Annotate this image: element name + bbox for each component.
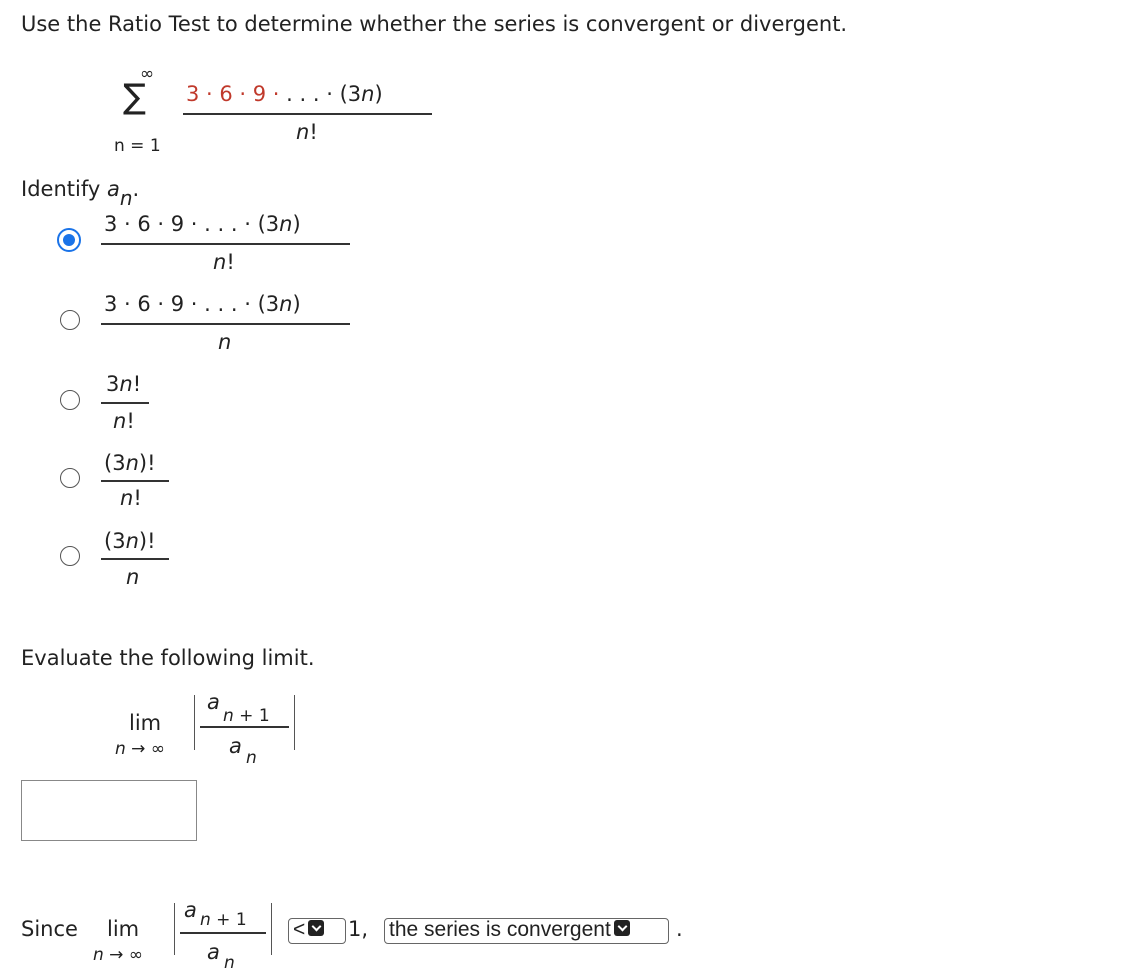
abs-left-bar — [194, 695, 195, 750]
identify-end: . — [132, 177, 140, 201]
series-numerator — [186, 82, 383, 106]
series-fraction-bar — [183, 113, 432, 115]
option-3-numerator: 3n! — [106, 372, 142, 396]
chevron-down-icon — [614, 920, 630, 936]
limit-fraction-bar — [200, 726, 289, 728]
option-3-fraction-bar — [101, 402, 149, 404]
identify-sub: n — [119, 186, 133, 211]
evaluate-limit-label: Evaluate the following limit. — [21, 646, 315, 670]
option-1-denominator: n! — [213, 250, 235, 274]
numerator-red-terms: 3 · 6 · 9 · — [186, 82, 280, 106]
comparison-value: < — [293, 918, 306, 941]
series-conclusion-select[interactable] — [384, 918, 669, 944]
sigma-symbol: ∑ — [123, 77, 146, 117]
option-5-numerator: (3n)! — [104, 529, 156, 553]
since-text: Since — [21, 917, 78, 941]
identify-text: Identify — [21, 177, 107, 201]
radio-option-2[interactable] — [60, 310, 80, 330]
lim-text: lim — [129, 711, 162, 735]
conclusion-end-period: . — [676, 917, 683, 941]
option-4-numerator: (3n)! — [104, 451, 156, 475]
conclusion-abs-left-bar — [174, 903, 175, 955]
limit-numerator-var: a — [207, 690, 220, 714]
option-2-numerator: 3 · 6 · 9 · . . . · (3n) — [104, 292, 301, 316]
sum-upper-limit: ∞ — [140, 64, 155, 84]
lim-subscript: n → ∞ — [115, 739, 165, 759]
denominator-var: n — [296, 120, 310, 144]
limit-answer-input[interactable] — [21, 780, 197, 841]
conclusion-lim-text: lim — [107, 917, 140, 941]
numerator-tail: (3 — [339, 82, 362, 106]
conclusion-denominator-sub: n — [224, 953, 235, 973]
radio-option-3[interactable] — [60, 390, 80, 410]
sum-lower-limit: n = 1 — [114, 136, 161, 156]
conclusion-fraction-bar — [180, 932, 266, 934]
denominator-tail: ! — [309, 120, 318, 144]
series-denominator — [296, 120, 318, 144]
option-2-fraction-bar — [101, 323, 350, 325]
conclusion-lim-subscript: n → ∞ — [93, 945, 143, 965]
question-prompt: Use the Ratio Test to determine whether the series is convergent or divergent. — [21, 12, 848, 36]
conclusion-abs-right-bar — [271, 903, 272, 955]
limit-denominator-var: a — [229, 734, 242, 758]
option-5-denominator: n — [126, 565, 140, 589]
option-5-fraction-bar — [101, 558, 169, 560]
conclusion-middle-text: 1, — [348, 917, 369, 941]
option-4-denominator: n! — [120, 486, 142, 510]
option-1-numerator: 3 · 6 · 9 · . . . · (3n) — [104, 212, 301, 236]
conclusion-denominator-var: a — [207, 940, 220, 964]
series-conclusion-value: the series is convergent — [389, 918, 611, 941]
radio-option-5[interactable] — [60, 546, 80, 566]
numerator-close: ) — [374, 82, 383, 106]
limit-denominator-sub: n — [246, 748, 257, 768]
comparison-select[interactable] — [288, 918, 346, 944]
conclusion-numerator-var: a — [184, 898, 197, 922]
numerator-dots: . . . · — [279, 82, 333, 106]
option-3-denominator: n! — [113, 409, 135, 433]
chevron-down-icon — [308, 920, 324, 936]
radio-option-4[interactable] — [60, 468, 80, 488]
conclusion-numerator-sub: n + 1 — [200, 910, 247, 930]
limit-numerator-sub: n + 1 — [223, 706, 270, 726]
option-2-denominator: n — [218, 330, 232, 354]
identify-label — [21, 177, 140, 211]
option-1-fraction-bar — [101, 243, 350, 245]
numerator-var: n — [361, 82, 375, 106]
radio-option-1[interactable] — [57, 228, 81, 252]
identify-var: a — [106, 177, 120, 201]
option-4-fraction-bar — [101, 480, 169, 482]
abs-right-bar — [294, 695, 295, 750]
